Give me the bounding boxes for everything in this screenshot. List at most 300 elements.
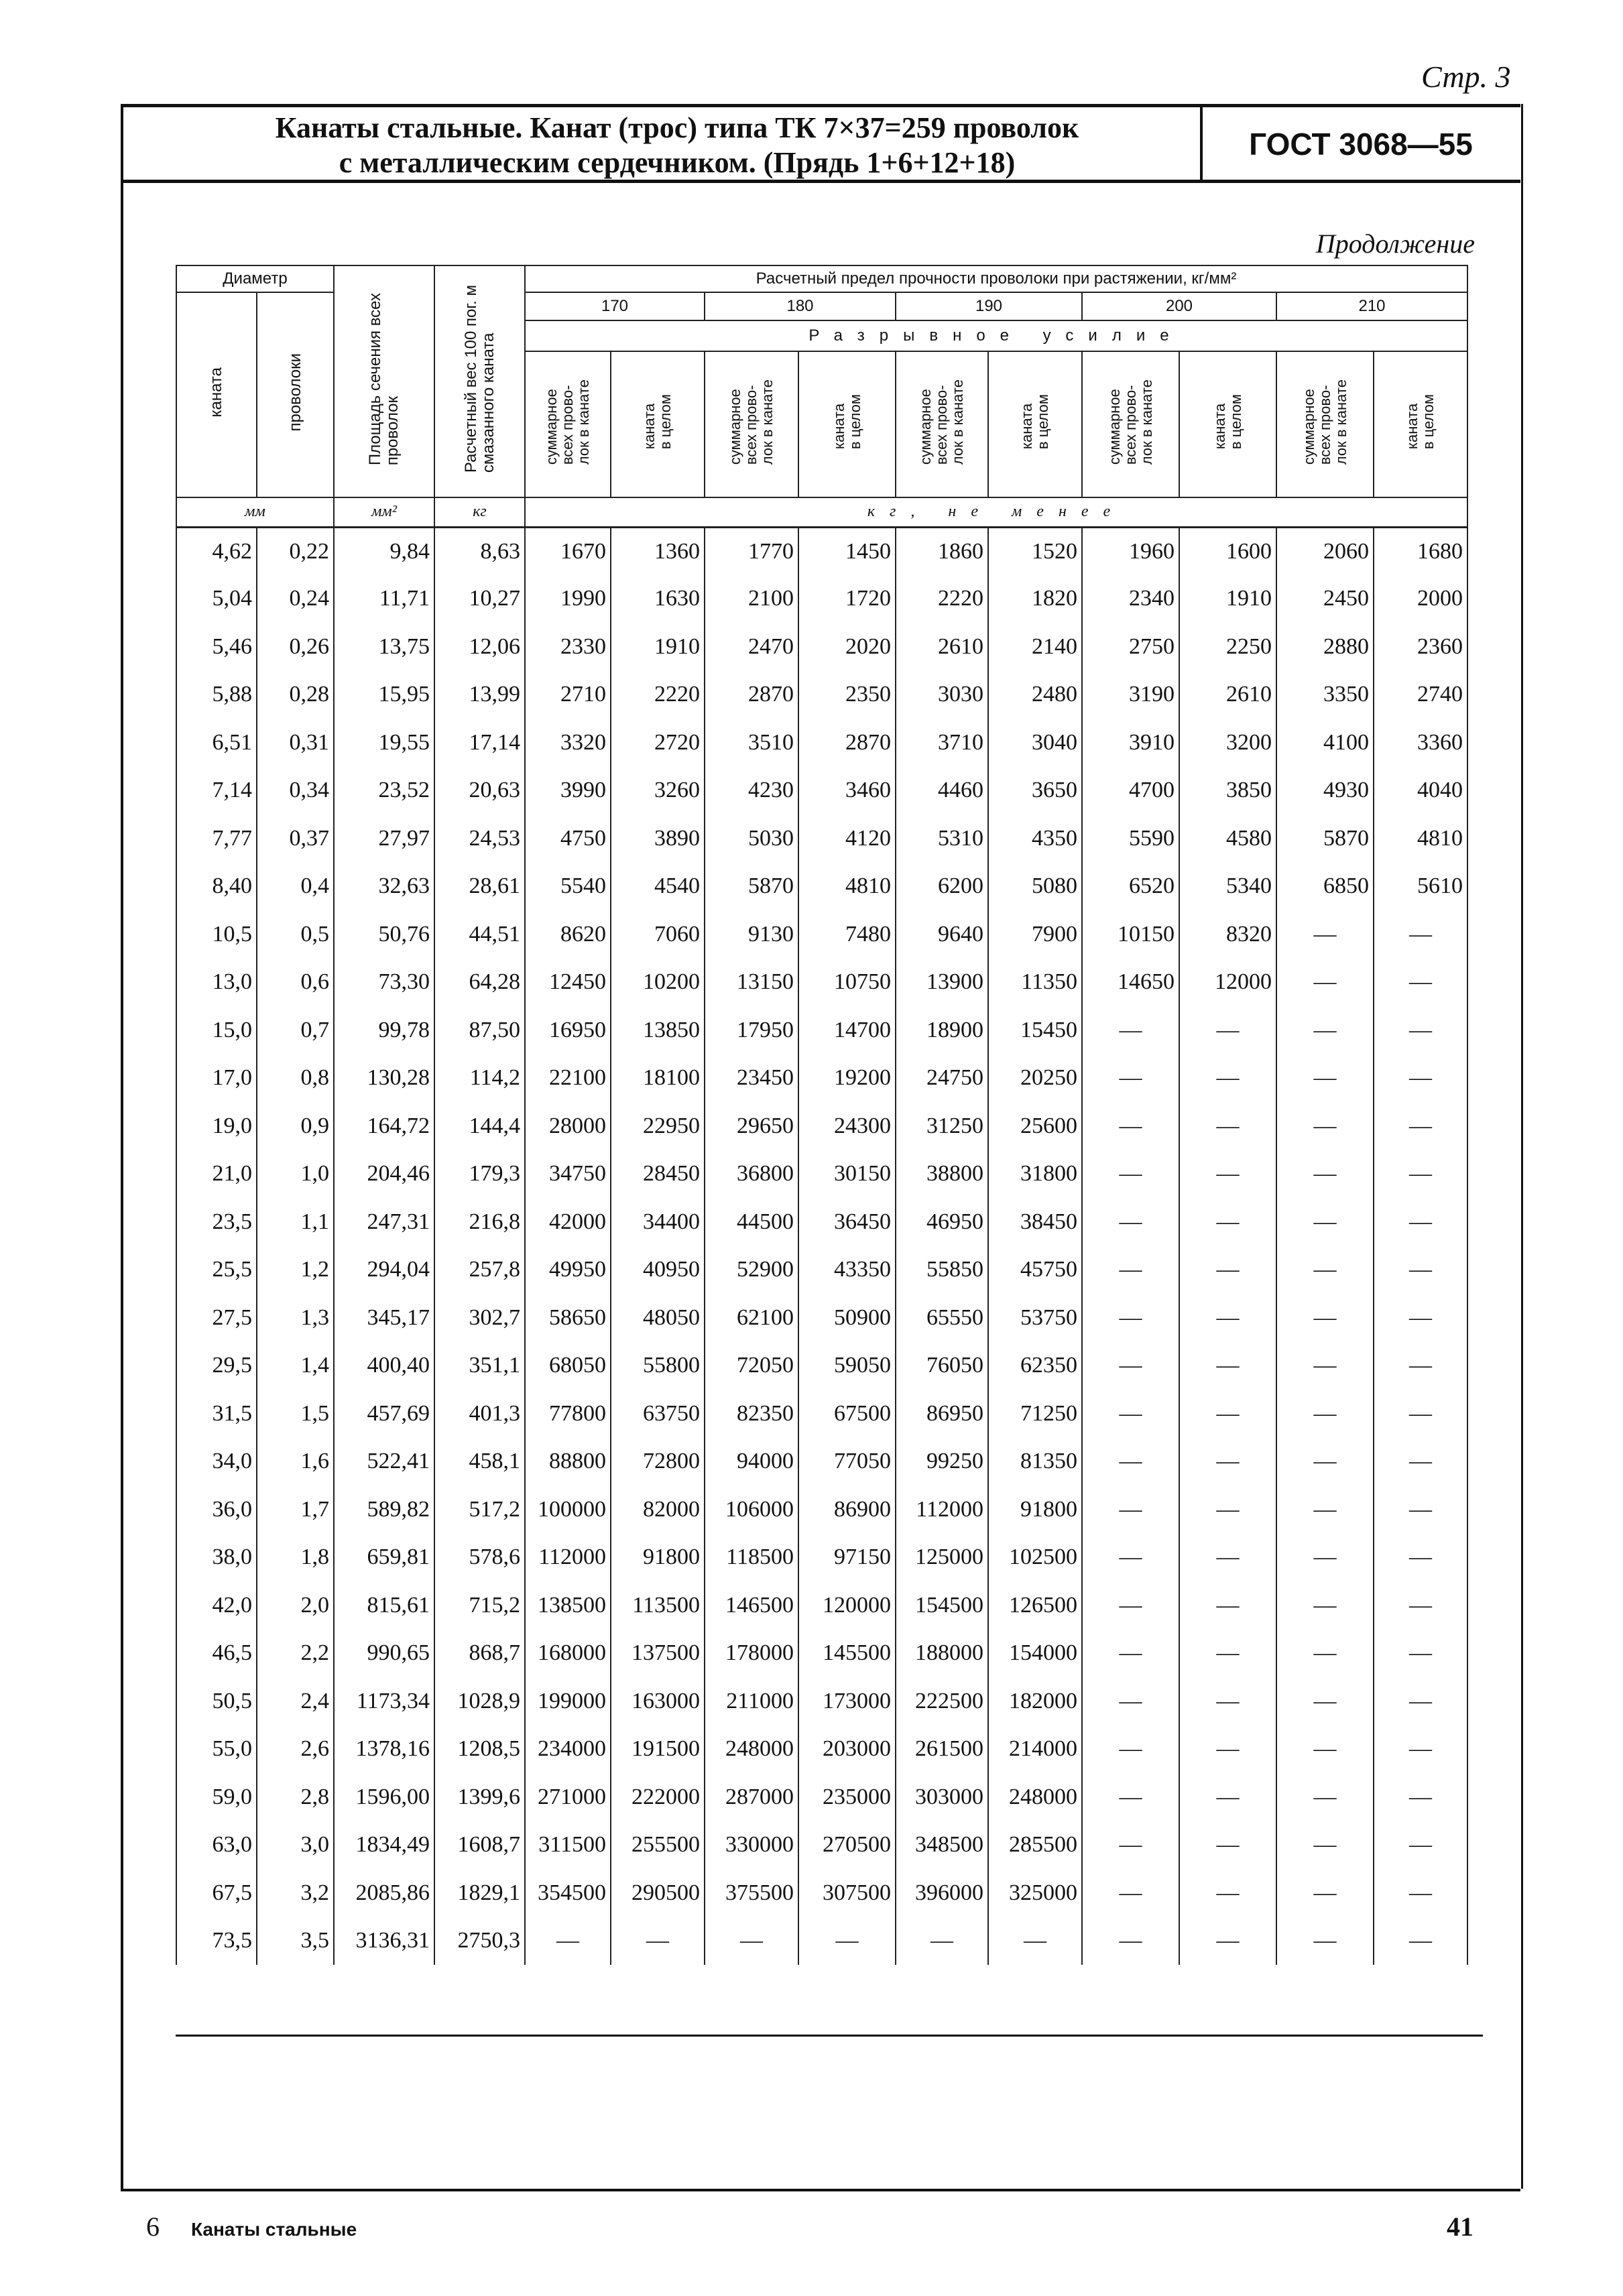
table-cell: 2750 (1082, 623, 1179, 671)
table-cell: 14700 (798, 1006, 896, 1054)
table-row (176, 767, 1467, 815)
table-cell: 100000 (525, 1486, 611, 1534)
table-cell: 222500 (896, 1677, 988, 1726)
table-cell: 199000 (525, 1677, 611, 1726)
table-cell: 5030 (705, 814, 798, 863)
wire-diameter-header-text: проволоки (286, 353, 304, 432)
strength-level-200: 200 (1082, 292, 1276, 320)
table-cell: 19200 (798, 1054, 896, 1103)
table-cell: — (1179, 1390, 1276, 1438)
table-cell: 38800 (896, 1150, 988, 1199)
table-cell: 99250 (896, 1438, 988, 1486)
table-cell: 1520 (988, 527, 1082, 575)
table-cell: 29,5 (176, 1342, 257, 1390)
table-cell: 77050 (798, 1438, 896, 1486)
table-cell: 20250 (988, 1054, 1082, 1103)
table-cell: — (1374, 1294, 1467, 1342)
table-cell: 19,0 (176, 1102, 257, 1150)
sub-total-180 (705, 351, 798, 497)
header-divider (1200, 107, 1203, 180)
table-cell: — (1082, 1294, 1179, 1342)
table-cell: — (1374, 1198, 1467, 1246)
table-cell: 191500 (611, 1726, 705, 1774)
table-cell: 164,72 (334, 1102, 434, 1150)
table-cell: 22950 (611, 1102, 705, 1150)
table-cell: — (1082, 1198, 1179, 1246)
table-cell: 3890 (611, 814, 705, 863)
table-cell: — (1082, 1677, 1179, 1726)
table-cell: 10150 (1082, 910, 1179, 959)
table-cell: 1596,00 (334, 1773, 434, 1821)
table-row (176, 1054, 1467, 1103)
table-cell: 6850 (1276, 863, 1374, 911)
wire-diameter-header (257, 292, 334, 497)
sub-total-170 (525, 351, 611, 497)
area-header-text: Площадь сечения всех проволок (366, 292, 402, 466)
table-cell: — (1276, 910, 1374, 959)
table-cell: — (1179, 1006, 1276, 1054)
table-cell: 3360 (1374, 719, 1467, 767)
table-cell: 44,51 (434, 910, 525, 959)
table-cell: 27,97 (334, 814, 434, 863)
table-row (176, 671, 1467, 719)
table-cell: — (1179, 1630, 1276, 1678)
table-cell: 99,78 (334, 1006, 434, 1054)
table-cell: 248000 (705, 1726, 798, 1774)
table-cell: 62350 (988, 1342, 1082, 1390)
table-cell: 8620 (525, 910, 611, 959)
table-cell: — (1374, 1869, 1467, 1917)
table-cell: 9640 (896, 910, 988, 959)
table-cell: 34750 (525, 1150, 611, 1199)
table-cell: 3200 (1179, 719, 1276, 767)
table-cell: 10,5 (176, 910, 257, 959)
table-cell: — (798, 1917, 896, 1966)
table-cell: 330000 (705, 1821, 798, 1870)
table-cell: 138500 (525, 1581, 611, 1630)
table-cell: 4120 (798, 814, 896, 863)
table-cell: 59,0 (176, 1773, 257, 1821)
table-cell: 9130 (705, 910, 798, 959)
table-cell: — (1082, 1438, 1179, 1486)
table-cell: 82350 (705, 1390, 798, 1438)
table-cell: — (1179, 1534, 1276, 1582)
sub-total-210 (1276, 351, 1374, 497)
sub-total-200-text: суммарное всех прово- лок в канате (1105, 379, 1155, 465)
table-cell: 1,2 (257, 1246, 334, 1294)
table-cell: 23450 (705, 1054, 798, 1103)
table-cell: 45750 (988, 1246, 1082, 1294)
table-cell: 24300 (798, 1102, 896, 1150)
sub-rope-190-text: каната в целом (1018, 394, 1051, 450)
table-cell: 3320 (525, 719, 611, 767)
table-cell: — (1374, 910, 1467, 959)
table-cell: 77800 (525, 1390, 611, 1438)
table-cell: 271000 (525, 1773, 611, 1821)
table-cell: 28450 (611, 1150, 705, 1199)
table-cell: 15,0 (176, 1006, 257, 1054)
table-cell: 5310 (896, 814, 988, 863)
table-cell: 0,26 (257, 623, 334, 671)
table-cell: — (1179, 1869, 1276, 1917)
table-cell: 0,22 (257, 527, 334, 575)
table-cell: — (1276, 1294, 1374, 1342)
table-cell: 4810 (798, 863, 896, 911)
table-cell: — (1276, 1390, 1374, 1438)
table-row (176, 1342, 1467, 1390)
sub-rope-180-text: каната в целом (830, 394, 863, 450)
table-cell: 0,8 (257, 1054, 334, 1103)
strength-level-190: 190 (896, 292, 1082, 320)
table-cell: — (1374, 1581, 1467, 1630)
header-top-rule (121, 104, 1520, 107)
table-cell: — (1374, 1390, 1467, 1438)
table-cell: 1378,16 (334, 1726, 434, 1774)
table-cell: 3850 (1179, 767, 1276, 815)
table-cell: 3190 (1082, 671, 1179, 719)
table-cell: 1,0 (257, 1150, 334, 1199)
table-row (176, 1294, 1467, 1342)
table-cell: 5,88 (176, 671, 257, 719)
table-row (176, 1198, 1467, 1246)
table-cell: 0,4 (257, 863, 334, 911)
table-cell: 36450 (798, 1198, 896, 1246)
table-cell: — (1276, 1726, 1374, 1774)
table-cell: — (1374, 1773, 1467, 1821)
table-cell: 5,46 (176, 623, 257, 671)
table-cell: — (1374, 1630, 1467, 1678)
table-row (176, 814, 1467, 863)
table-cell: 1208,5 (434, 1726, 525, 1774)
table-cell: 2250 (1179, 623, 1276, 671)
table-cell: 1,5 (257, 1390, 334, 1438)
table-cell: 0,6 (257, 959, 334, 1007)
table-cell: — (1082, 1726, 1179, 1774)
table-cell: — (1276, 1869, 1374, 1917)
table-cell: 53750 (988, 1294, 1082, 1342)
table-cell: — (1276, 1342, 1374, 1390)
table-cell: — (1374, 1054, 1467, 1103)
table-cell: 222000 (611, 1773, 705, 1821)
table-cell: 5610 (1374, 863, 1467, 911)
table-cell: 15450 (988, 1006, 1082, 1054)
table-cell: — (1179, 1677, 1276, 1726)
table-cell: 345,17 (334, 1294, 434, 1342)
table-cell: 2610 (896, 623, 988, 671)
table-cell: 72050 (705, 1342, 798, 1390)
table-cell: — (1276, 1438, 1374, 1486)
table-cell: 302,7 (434, 1294, 525, 1342)
table-cell: — (1082, 1486, 1179, 1534)
table-cell: 1,3 (257, 1294, 334, 1342)
table-cell: 2480 (988, 671, 1082, 719)
table-cell: 1630 (611, 575, 705, 623)
table-cell: 1820 (988, 575, 1082, 623)
table-cell: 91800 (988, 1486, 1082, 1534)
table-cell: 354500 (525, 1869, 611, 1917)
table-row (176, 1821, 1467, 1870)
table-cell: 815,61 (334, 1581, 434, 1630)
table-cell: 12450 (525, 959, 611, 1007)
table-cell: 65550 (896, 1294, 988, 1342)
sub-rope-210 (1374, 351, 1467, 497)
table-cell: 68050 (525, 1342, 611, 1390)
table-cell: 1834,49 (334, 1821, 434, 1870)
table-cell: — (525, 1917, 611, 1966)
table-cell: 52900 (705, 1246, 798, 1294)
area-header (334, 265, 434, 497)
table-cell: 1680 (1374, 527, 1467, 575)
table-cell: 257,8 (434, 1246, 525, 1294)
weight-header-text: Расчетный вес 100 пог. м смазанного каната (461, 285, 497, 473)
table-cell: 2085,86 (334, 1869, 434, 1917)
table-cell: 303000 (896, 1773, 988, 1821)
sub-rope-210-text: каната в целом (1404, 394, 1437, 450)
table-cell: 19,55 (334, 719, 434, 767)
table-cell: 396000 (896, 1869, 988, 1917)
table-cell: 42000 (525, 1198, 611, 1246)
strength-level-180: 180 (705, 292, 896, 320)
table-cell: 204,46 (334, 1150, 434, 1199)
table-cell: 2880 (1276, 623, 1374, 671)
table-cell: 24750 (896, 1054, 988, 1103)
table-cell: 659,81 (334, 1534, 434, 1582)
table-cell: 44500 (705, 1198, 798, 1246)
table-cell: 82000 (611, 1486, 705, 1534)
table-cell: — (1179, 1486, 1276, 1534)
table-cell: 4750 (525, 814, 611, 863)
table-row (176, 1150, 1467, 1199)
table-cell: 458,1 (434, 1438, 525, 1486)
table-cell: — (1179, 1438, 1276, 1486)
table-cell: — (1082, 1534, 1179, 1582)
table-cell: — (1179, 1198, 1276, 1246)
table-cell: 4230 (705, 767, 798, 815)
table-cell: 21,0 (176, 1150, 257, 1199)
table-row (176, 1390, 1467, 1438)
table-cell: 13,99 (434, 671, 525, 719)
table-cell: — (1082, 1150, 1179, 1199)
table-cell: 5540 (525, 863, 611, 911)
table-cell: 28,61 (434, 863, 525, 911)
table-cell: 401,3 (434, 1390, 525, 1438)
table-cell: — (1276, 1821, 1374, 1870)
table-cell: — (1179, 1773, 1276, 1821)
table-cell: 4100 (1276, 719, 1374, 767)
table-cell: — (1374, 1102, 1467, 1150)
sub-total-190 (896, 351, 988, 497)
table-cell: 130,28 (334, 1054, 434, 1103)
table-cell: — (1276, 959, 1374, 1007)
table-cell: 3,2 (257, 1869, 334, 1917)
table-cell: 287000 (705, 1773, 798, 1821)
table-cell: 1608,7 (434, 1821, 525, 1870)
table-cell: 2710 (525, 671, 611, 719)
table-cell: 13900 (896, 959, 988, 1007)
table-cell: 25600 (988, 1102, 1082, 1150)
table-cell: 38,0 (176, 1534, 257, 1582)
sub-total-180-text: суммарное всех прово- лок в канате (727, 379, 776, 465)
table-cell: 517,2 (434, 1486, 525, 1534)
table-cell: 0,31 (257, 719, 334, 767)
table-cell: — (1276, 1006, 1374, 1054)
footer-rule (121, 2189, 1520, 2191)
sub-total-170-text: суммарное всех прово- лок в канате (543, 379, 592, 465)
table-cell: — (1082, 1869, 1179, 1917)
table-cell: 4700 (1082, 767, 1179, 815)
table-cell: — (1179, 1917, 1276, 1966)
table-cell: 3040 (988, 719, 1082, 767)
table-cell: 72800 (611, 1438, 705, 1486)
table-cell: 34400 (611, 1198, 705, 1246)
table-cell: 325000 (988, 1869, 1082, 1917)
table-cell: — (1082, 1246, 1179, 1294)
table-cell: 7060 (611, 910, 705, 959)
table-cell: 1360 (611, 527, 705, 575)
table-cell: — (1082, 1630, 1179, 1678)
table-row (176, 1677, 1467, 1726)
table-cell: 247,31 (334, 1198, 434, 1246)
table-row (176, 1102, 1467, 1150)
table-cell: 248000 (988, 1773, 1082, 1821)
table-cell: 32,63 (334, 863, 434, 911)
table-cell: — (1082, 1821, 1179, 1870)
table-cell: 1,8 (257, 1534, 334, 1582)
strength-level-170: 170 (525, 292, 705, 320)
table-cell: 73,30 (334, 959, 434, 1007)
sub-rope-180 (798, 351, 896, 497)
table-cell: 182000 (988, 1677, 1082, 1726)
table-cell: 3990 (525, 767, 611, 815)
table-cell: 375500 (705, 1869, 798, 1917)
table-cell: 5,04 (176, 575, 257, 623)
table-cell: — (1276, 1246, 1374, 1294)
footer-left-number: 6 (146, 2212, 160, 2242)
table-cell: 63750 (611, 1390, 705, 1438)
table-cell: 4350 (988, 814, 1082, 863)
table-cell: — (1179, 1581, 1276, 1630)
table-cell: 4930 (1276, 767, 1374, 815)
table-cell: 88800 (525, 1438, 611, 1486)
table-cell: 1720 (798, 575, 896, 623)
table-cell: 10,27 (434, 575, 525, 623)
table-cell: 2100 (705, 575, 798, 623)
table-cell: 4460 (896, 767, 988, 815)
table-cell: 12,06 (434, 623, 525, 671)
table-row (176, 1534, 1467, 1582)
table-cell: 178000 (705, 1630, 798, 1678)
table-cell: 2,8 (257, 1773, 334, 1821)
table-cell: 2720 (611, 719, 705, 767)
table-cell: 2220 (611, 671, 705, 719)
table-cell: 3136,31 (334, 1917, 434, 1966)
sub-rope-170 (611, 351, 705, 497)
unit-mm: мм (176, 497, 334, 527)
table-cell: 34,0 (176, 1438, 257, 1486)
table-cell: 1910 (611, 623, 705, 671)
table-cell: 168000 (525, 1630, 611, 1678)
table-cell: — (1179, 1294, 1276, 1342)
table-cell: 715,2 (434, 1581, 525, 1630)
table-cell: 36,0 (176, 1486, 257, 1534)
table-cell: 3460 (798, 767, 896, 815)
rope-diameter-header (176, 292, 257, 497)
sub-rope-190 (988, 351, 1082, 497)
table-row (176, 1917, 1467, 1966)
table-cell: 1,4 (257, 1342, 334, 1390)
table-cell: 0,28 (257, 671, 334, 719)
table-cell: 8,63 (434, 527, 525, 575)
table-cell: 235000 (798, 1773, 896, 1821)
table-cell: 1600 (1179, 527, 1276, 575)
table-cell: 163000 (611, 1677, 705, 1726)
table-cell: — (1374, 1246, 1467, 1294)
table-cell: 1960 (1082, 527, 1179, 575)
table-cell: 261500 (896, 1726, 988, 1774)
table-cell: 3350 (1276, 671, 1374, 719)
table-cell: 8,40 (176, 863, 257, 911)
strength-group-header: Расчетный предел прочности проволоки при растяжении, кг/мм² (525, 265, 1467, 292)
table-cell: — (1179, 1102, 1276, 1150)
table-cell: 67,5 (176, 1869, 257, 1917)
table-cell: 311500 (525, 1821, 611, 1870)
table-cell: 1,6 (257, 1438, 334, 1486)
table-cell: 11,71 (334, 575, 434, 623)
table-cell: 868,7 (434, 1630, 525, 1678)
table-cell: 76050 (896, 1342, 988, 1390)
document-title (174, 111, 1180, 180)
table-cell: 55800 (611, 1342, 705, 1390)
table-cell: 63,0 (176, 1821, 257, 1870)
table-cell: 234000 (525, 1726, 611, 1774)
table-cell: 1,7 (257, 1486, 334, 1534)
table-cell: 91800 (611, 1534, 705, 1582)
table-cell: 55,0 (176, 1726, 257, 1774)
table-row (176, 910, 1467, 959)
table-cell: 348500 (896, 1821, 988, 1870)
table-cell: 112000 (896, 1486, 988, 1534)
continuation-label: Продолжение (1315, 229, 1475, 259)
table-cell: 211000 (705, 1677, 798, 1726)
table-row (176, 1869, 1467, 1917)
table-cell: 589,82 (334, 1486, 434, 1534)
table-cell: 145500 (798, 1630, 896, 1678)
table-cell: 46,5 (176, 1630, 257, 1678)
table-cell: 3710 (896, 719, 988, 767)
table-cell: 13850 (611, 1006, 705, 1054)
table-cell: — (1082, 1917, 1179, 1966)
table-row (176, 527, 1467, 575)
table-cell: 59050 (798, 1342, 896, 1390)
weight-header (434, 265, 525, 497)
table-cell: 8320 (1179, 910, 1276, 959)
table-cell: 126500 (988, 1581, 1082, 1630)
table-cell: 351,1 (434, 1342, 525, 1390)
table-cell: — (1276, 1534, 1374, 1582)
table-cell: 214000 (988, 1726, 1082, 1774)
table-cell: 120000 (798, 1581, 896, 1630)
table-cell: 154000 (988, 1630, 1082, 1678)
table-cell: — (1276, 1150, 1374, 1199)
table-cell: — (988, 1917, 1082, 1966)
table-row (176, 623, 1467, 671)
table-cell: 38450 (988, 1198, 1082, 1246)
table-cell: 0,9 (257, 1102, 334, 1150)
table-cell: — (1374, 1677, 1467, 1726)
table-cell: 13,0 (176, 959, 257, 1007)
sub-total-190-text: суммарное всех прово- лок в канате (917, 379, 966, 465)
table-cell: — (896, 1917, 988, 1966)
